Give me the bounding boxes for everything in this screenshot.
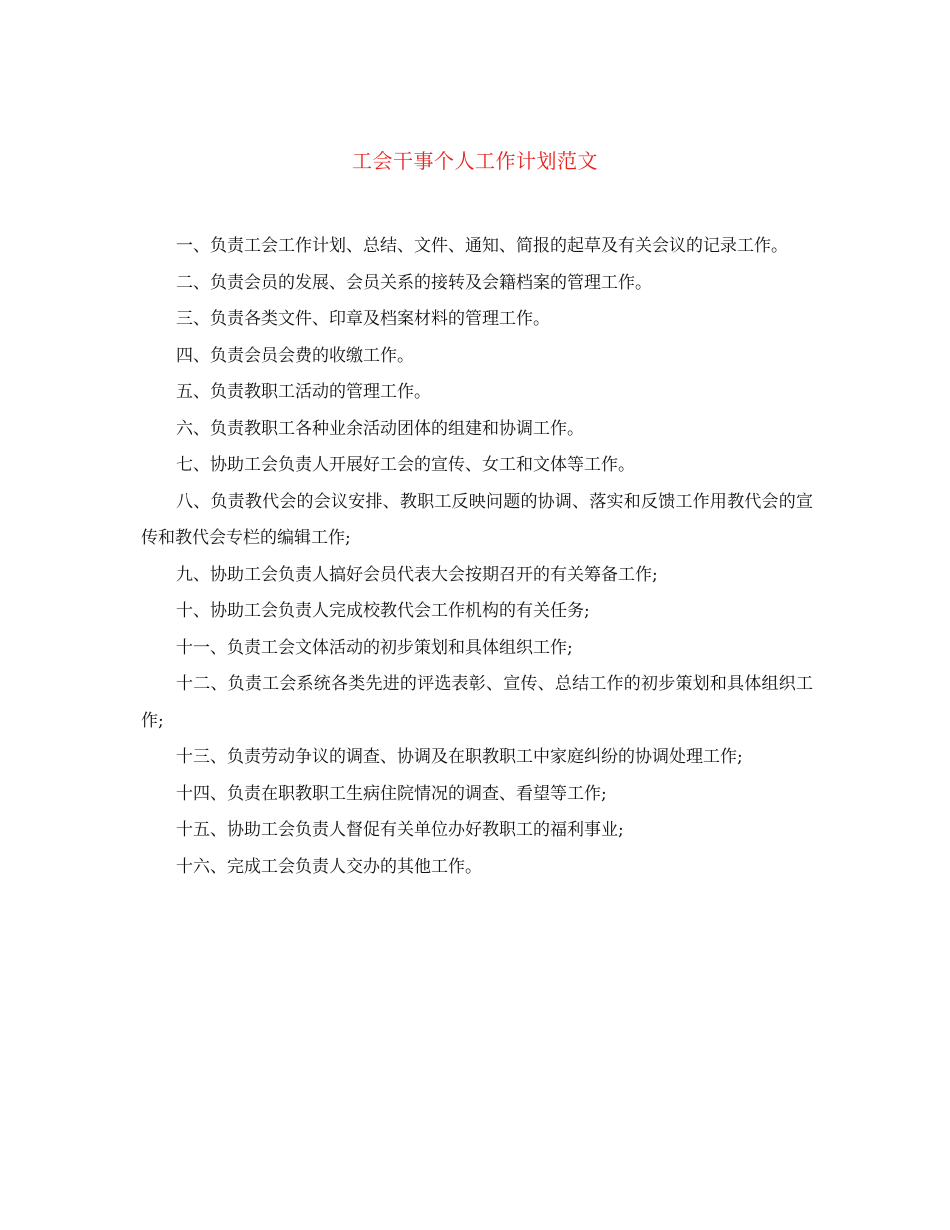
list-item: 九、协助工会负责人搞好会员代表大会按期召开的有关筹备工作; (176, 564, 658, 585)
list-item: 三、负责各类文件、印章及档案材料的管理工作。 (176, 309, 550, 329)
list-item: 七、协助工会负责人开展好工会的宣传、女工和文体等工作。 (176, 455, 635, 475)
list-item: 一、负责工会工作计划、总结、文件、通知、简报的起草及有关会议的记录工作。 (176, 236, 788, 256)
list-item: 四、负责会员会费的收缴工作。 (176, 345, 414, 366)
list-item: 十五、协助工会负责人督促有关单位办好教职工的福利事业; (176, 820, 624, 840)
list-item: 五、负责教职工活动的管理工作。 (176, 382, 431, 402)
document-body (141, 228, 813, 885)
list-item: 十二、负责工会系统各类先进的评选表彰、宣传、总结工作的初步策划和具体组织工作; (141, 674, 813, 731)
list-item: 十三、负责劳动争议的调查、协调及在职教职工中家庭纠纷的协调处理工作; (176, 747, 743, 767)
list-item: 十一、负责工会文体活动的初步策划和具体组织工作; (176, 637, 573, 658)
document-title: 工会干事个人工作计划范文 (352, 149, 598, 173)
list-item: 六、负责教职工各种业余活动团体的组建和协调工作。 (176, 418, 584, 439)
list-item: 十四、负责在职教职工生病住院情况的调查、看望等工作; (176, 783, 607, 804)
list-item: 二、负责会员的发展、会员关系的接转及会籍档案的管理工作。 (176, 272, 652, 293)
list-item: 十六、完成工会负责人交办的其他工作。 (176, 856, 482, 877)
list-item: 十、协助工会负责人完成校教代会工作机构的有关任务; (176, 601, 590, 621)
list-item: 八、负责教代会的会议安排、教职工反映问题的协调、落实和反馈工作用教代会的宣传和教代会专栏的编辑工作; (141, 491, 813, 548)
